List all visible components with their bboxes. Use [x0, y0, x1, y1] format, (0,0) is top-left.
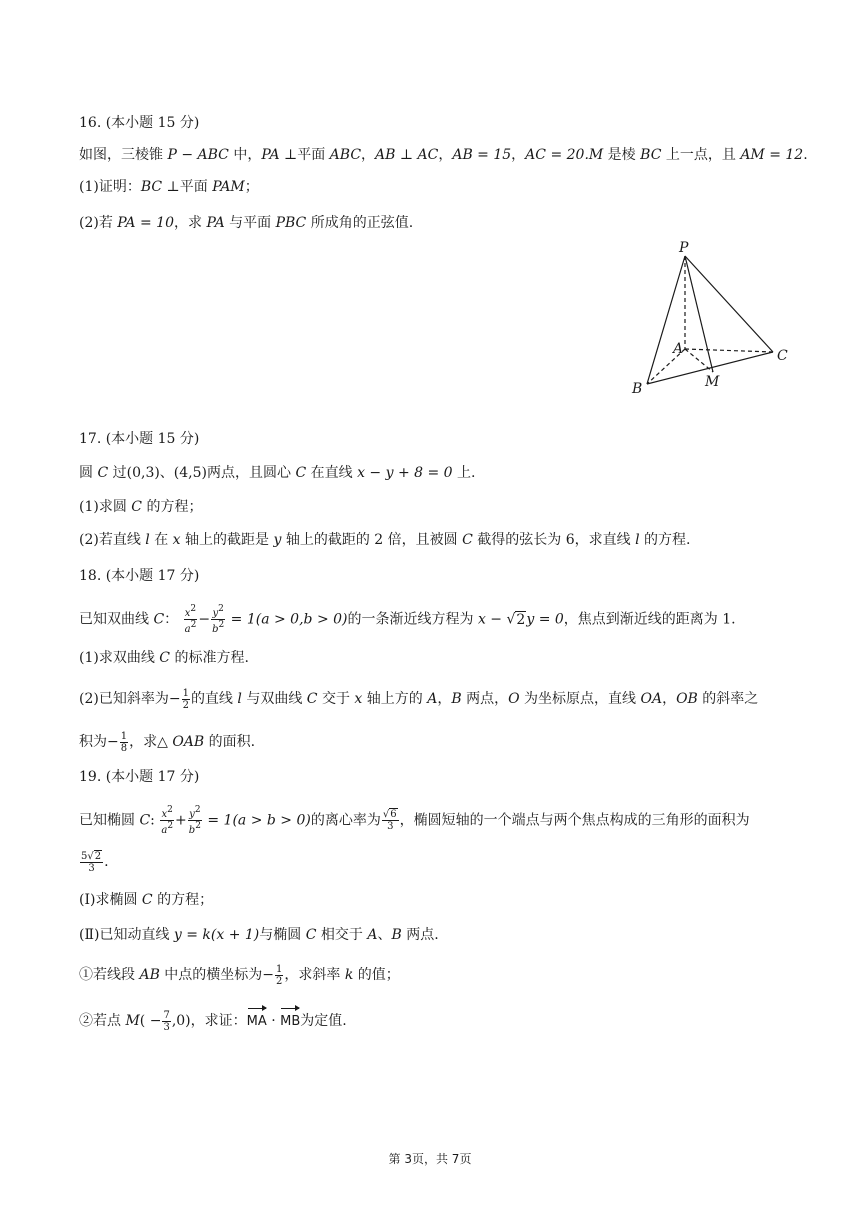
vector-ma: MA: [247, 1009, 267, 1035]
q18-part1: (1)求双曲线 C 的标准方程.: [79, 650, 249, 666]
q16-part2: (2)若 PA = 10，求 PA 与平面 PBC 所成角的正弦值.: [79, 215, 414, 231]
q18-header: 18. (本小题 17 分): [79, 568, 200, 584]
vector-mb: MB: [280, 1009, 300, 1035]
edge-pm: [685, 256, 713, 372]
fraction-x2-a2: $\frac{x2}{a2}$: [161, 805, 174, 836]
fraction-seven-thirds: $\frac{7}{3}$: [163, 1009, 170, 1033]
q18-part2: (2)已知斜率为− $\frac{1}{2}$ 的直线 l 与双曲线 C 交于 x 轴上方的 A，B 两点，O 为坐标原点，直线 OA，OB 的斜率之: [79, 687, 759, 711]
q18-part2-cont: 积为− $\frac{1}{8}$ ，求△ OAB 的面积.: [79, 730, 256, 754]
edge-pb: [647, 256, 685, 384]
q16-header: 16. (本小题 15 分): [79, 115, 200, 131]
q17-header: 17. (本小题 15 分): [79, 431, 200, 447]
fraction-x2-a2: $\frac{x2}{a2}$: [184, 604, 197, 635]
q19-stem: 已知椭圆 C: $\frac{x2}{a2}$ + $\frac{y2}{b2}$ = 1(a > b > 0)的离心率为 $\frac{√6}{3}$ ，椭圆短轴的一个端点与两个焦点构成的三角形的面积为: [79, 805, 750, 836]
q17-part2: (2)若直线 l 在 x 轴上的截距是 y 轴上的截距的 2 倍，且被圆 C 截得的弦长为 6，求直线 l 的方程.: [79, 532, 691, 548]
fraction-one-eighth: $\frac{1}{8}$: [120, 730, 128, 754]
q19-header: 19. (本小题 17 分): [79, 769, 200, 785]
q19-sub1: ①若线段 AB 中点的横坐标为− $\frac{1}{2}$ ，求斜率 k 的值；: [79, 963, 400, 987]
q19-part-i: (Ⅰ)求椭圆 C 的方程；: [79, 892, 214, 908]
edge-ac: [685, 349, 773, 352]
label-p: P: [679, 240, 689, 256]
fraction-5sqrt2-over-3: $\frac{5√2}{3}$: [81, 850, 102, 874]
label-m: M: [705, 374, 720, 390]
q16-part1: (1)证明：BC ⊥平面 PAM；: [79, 179, 259, 195]
edge-pc: [685, 256, 773, 352]
fraction-y2-b2: $\frac{y2}{b2}$: [212, 604, 225, 635]
fraction-one-half: $\frac{1}{2}$: [276, 963, 283, 987]
label-a: A: [673, 341, 684, 357]
q19-sub2: ②若点 M( − $\frac{7}{3}$ ,0)，求证：MA · MB为定值.: [79, 1008, 347, 1035]
q17-part1: (1)求圆 C 的方程；: [79, 499, 203, 515]
label-c: C: [777, 348, 788, 364]
q16-stem: 如图，三棱锥 P − ABC 中，PA ⊥平面 ABC，AB ⊥ AC，AB = 15，AC = 20.M 是棱 BC 上一点，且 AM = 12.: [79, 147, 808, 163]
label-b: B: [632, 381, 643, 397]
q19-stem-cont: $\frac{5√2}{3}$ .: [81, 850, 109, 874]
fraction-one-half: $\frac{1}{2}$: [182, 687, 189, 711]
q19-part-ii: (Ⅱ)已知动直线 y = k(x + 1)与椭圆 C 相交于 A、B 两点.: [79, 927, 439, 943]
q18-stem: 已知双曲线 C： $\frac{x2}{a2}$ − $\frac{y2}{b2}$ = 1(a > 0,b > 0)的一条渐近线方程为 x − √2y = 0，焦点到渐近线的距离为 1.: [79, 604, 736, 635]
pyramid-figure: [620, 236, 800, 402]
q17-stem: 圆 C 过(0,3)、(4,5)两点，且圆心 C 在直线 x − y + 8 = 0 上.: [79, 465, 476, 481]
fraction-y2-b2: $\frac{y2}{b2}$: [188, 805, 201, 836]
page-footer: 第 3页，共 7页: [388, 1152, 472, 1166]
fraction-sqrt6-over-3: $\frac{√6}{3}$: [382, 809, 397, 832]
